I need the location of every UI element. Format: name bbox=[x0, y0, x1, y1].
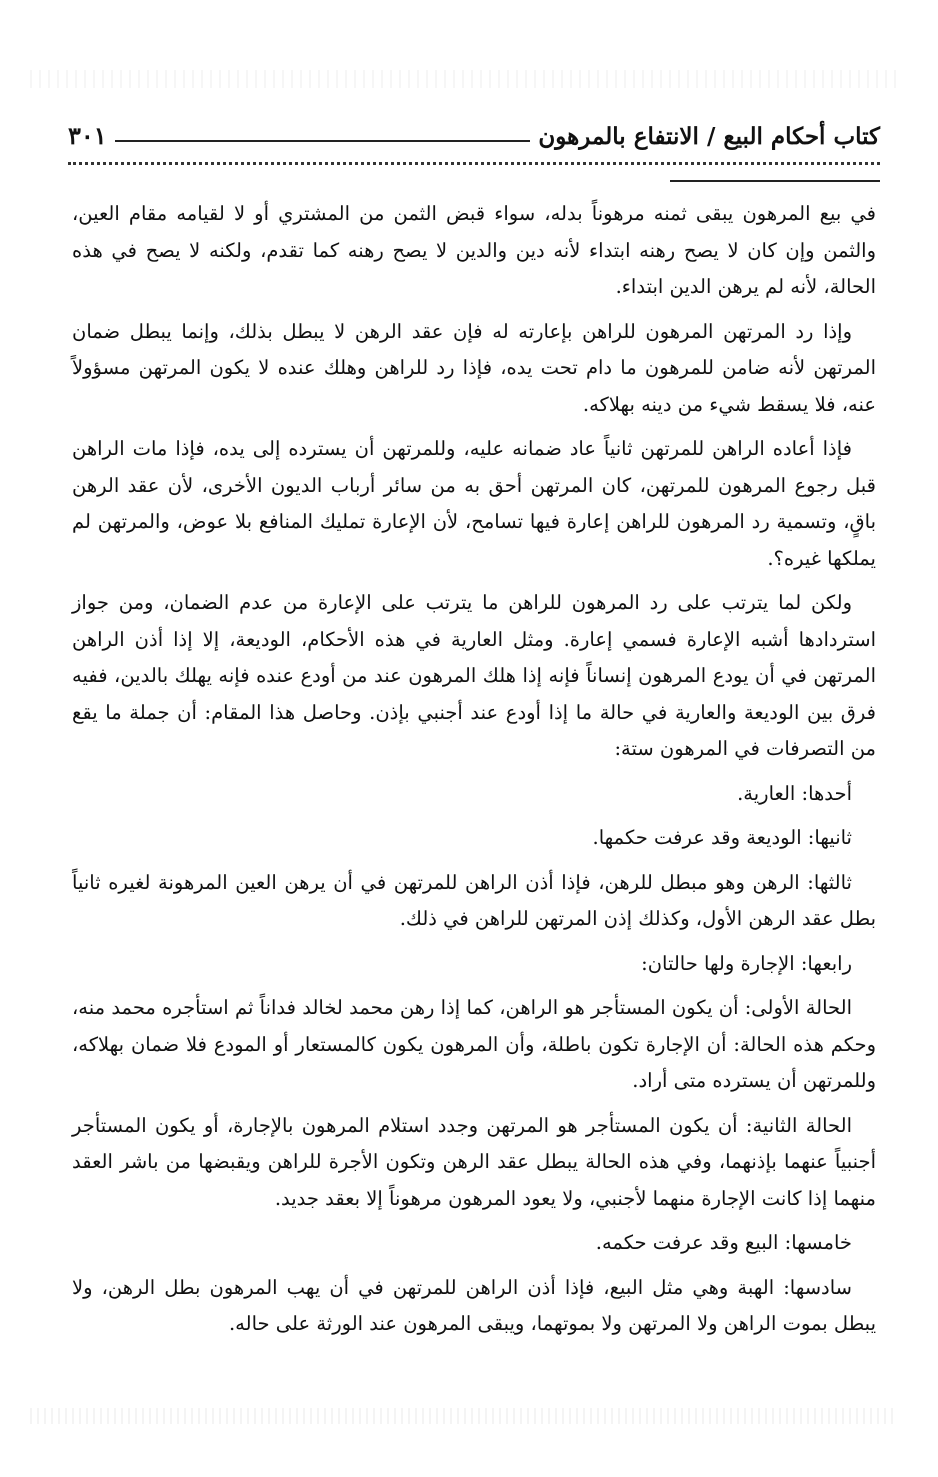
dotted-separator bbox=[68, 152, 880, 165]
list-item-third: ثالثها: الرهن وهو مبطل للرهن، فإذا أذن الراهن للمرتهن في أن يرهن العين المرهونة لغيره ثانياً بطل عقد الرهن الأول، وكذلك إذن المرتهن للراهن في ذلك. bbox=[72, 870, 876, 930]
page-body bbox=[72, 196, 876, 1351]
page-number: ٣٠١ bbox=[68, 121, 107, 150]
header-rule bbox=[115, 140, 531, 142]
list-item-second: ثانيها: الوديعة وقد عرفت حكمها. bbox=[592, 826, 852, 849]
paragraph-2: وإذا رد المرتهن المرهون للراهن بإعارته له فإن عقد الرهن لا يبطل بذلك، وإنما يبطل ضمان المرتهن لأنه ضامن للمرهون ما دام تحت يده، فإذا رد للراهن وهلك عنده لا يكون المرتهن مسؤولاً عنه، فلا يسقط شيء من دينه بهلاكه. bbox=[72, 319, 876, 416]
paragraph-3: فإذا أعاده الراهن للمرتهن ثانياً عاد ضمانه عليه، وللمرتهن أن يسترده إلى يده، فإذا مات الراهن قبل رجوع المرهون للمرتهن، كان المرتهن أحق به من سائر أرباب الديون الأخرى، لأن عقد الرهن باقٍ، وتسمية رد المرهون للراهن إعارة فيها تسامح، لأن الإعارة تمليك المنافع بلا عوض، والمرتهن لم يملكها غيره؟. bbox=[72, 437, 876, 570]
case-two: الحالة الثانية: أن يكون المستأجر هو المرتهن وجدد استلام المرهون بالإجارة، أو يكون المستأجر أجنبياً عنهما بإذنهما، وفي هذه الحالة يبطل عقد الرهن وتكون الأجرة للراهن ويقبضها من باشر العقد منهما إذا كانت الإجارة منهما لأجنبي، ولا يعود المرهون مرهوناً إلا بعقد جديد. bbox=[72, 1113, 876, 1210]
header-title: كتاب أحكام البيع / الانتفاع بالمرهون bbox=[538, 123, 880, 150]
short-rule bbox=[670, 180, 880, 182]
paragraph-4: ولكن لما يترتب على رد المرهون للراهن ما يترتب على الإعارة من عدم الضمان، ومن جواز استردادها أشبه الإعارة فسمي إعارة. ومثل العارية في هذه الأحكام، الوديعة، إلا إذا أذن الراهن المرتهن في أن يودع المرهون إنساناً فإنه إذا هلك المرهون عند من أودع عنده فإنه يهلك بالدين، ففيه فرق بين الوديعة والعارية في حالة ما إذا أودع عند أجنبي بإذن. وحاصل هذا المقام: أن جملة ما يقع من التصرفات في المرهون ستة: bbox=[72, 591, 876, 760]
paragraph-1: في بيع المرهون يبقى ثمنه مرهوناً بدله، سواء قبض الثمن من المشتري أو لا لقيامه مقام العين، والثمن وإن كان لا يصح رهنه ابتداء لأنه دين والدين لا يصح رهنه كما تقدم، ولكنه لا يصح في هذه الحالة، لأنه لم يرهن الدين ابتداء. bbox=[72, 202, 876, 298]
list-item-fifth: خامسها: البيع وقد عرفت حكمه. bbox=[595, 1231, 852, 1254]
list-item-first: أحدها: العارية. bbox=[737, 781, 852, 805]
list-item-fourth: رابعها: الإجارة ولها حالتان: bbox=[641, 951, 852, 975]
list-item-sixth: سادسها: الهبة وهي مثل البيع، فإذا أذن الراهن للمرتهن في أن يهب المرهون بطل الرهن، ولا يبطل بموت الراهن ولا المرتهن ولا بموتهما، ويبقى المرهون عند الورثة على حاله. bbox=[72, 1275, 876, 1335]
running-header bbox=[68, 110, 880, 150]
scan-artifact-top bbox=[30, 70, 898, 88]
scan-artifact-bottom bbox=[30, 1408, 898, 1424]
case-one: الحالة الأولى: أن يكون المستأجر هو الراهن، كما إذا رهن محمد لخالد فداناً ثم استأجره محمد منه، وحكم هذه الحالة: أن الإجارة تكون باطلة، وأن المرهون يكون كالمستعار أو المودع فلا ضمان بهلاكه، وللمرتهن أن يسترده متى أراد. bbox=[72, 996, 876, 1092]
